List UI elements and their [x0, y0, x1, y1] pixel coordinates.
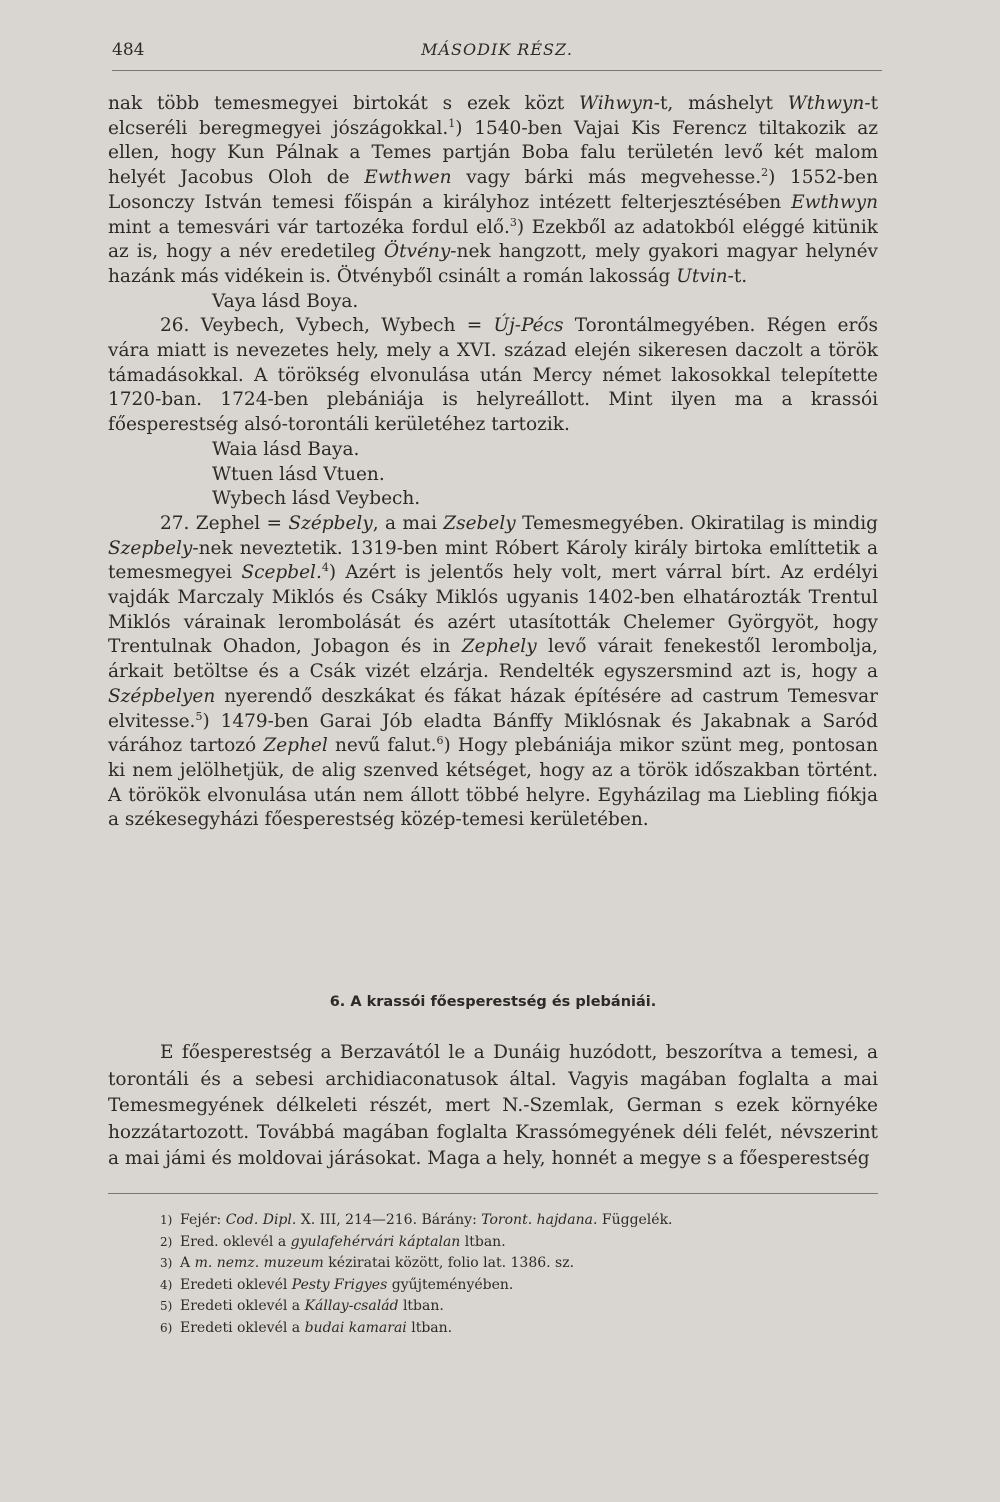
footnote-ref-2: 2 [761, 165, 769, 179]
page-number: 484 [112, 40, 145, 60]
running-head: MÁSODIK RÉSZ. [421, 40, 573, 59]
footnote: 2) Ered. oklevél a gyulafehérvári káptalan ltban. [160, 1233, 506, 1250]
footnote: 4) Eredeti oklevél Pesty Frigyes gyűjteményében. [160, 1276, 514, 1293]
entry-26: 26. Veybech, Vybech, Wybech = Új-Pécs Torontálmegyében. Régen erős vára miatt is nevezetes hely, mely a XVI. század elején sikeresen daczolt a török támadásokkal. A törökség elvonulása után Mercy német lakosokkal telepítette 1720-ban. 1724-ben plebániája is helyreállott. Mint ilyen ma a krassói főesperestség alsó-torontáli kerületéhez tartozik. [108, 315, 878, 436]
footnote-divider [108, 1193, 878, 1194]
footnote: 6) Eredeti oklevél a budai kamarai ltban. [160, 1319, 453, 1336]
cross-reference: Wybech lásd Veybech. [212, 488, 421, 510]
footnote: 3) A m. nemz. muzeum kéziratai között, folio lat. 1386. sz. [160, 1255, 575, 1271]
cross-reference: Wtuen lásd Vtuen. [212, 463, 385, 485]
footnote-ref-1: 1 [448, 116, 456, 130]
cross-reference: Waia lásd Baya. [212, 438, 360, 460]
page-header [112, 40, 882, 71]
paragraph-continuation: nak több temesmegyei birtokát s ezek közt Wihwyn-t, máshelyt Wthwyn-t elcseréli beregmegyei jószágokkal.$^1$) 1540-ben Vajai Kis Ferencz tiltakozik az ellen, hogy Kun Pálnak a Temes partján Boba falu területén levő két malom helyét Jacobus Oloh de Ewthwen vagy bárki más megvehesse.$^2$) 1552-ben Losonczy István temesi főispán a királyhoz intézett felterjesztésében Ewthwyn mint a temesvári vár tartozéka fordul elő.$^3$) Ezekből az adatokból eléggé kitünik az is, hogy a név eredetileg Ötvény-nek hangzott, mely gyakori magyar helynév hazánk más vidékein is. Ötvényből csinált a román lakosság Utvin-t. [108, 93, 879, 287]
main-text [108, 92, 878, 833]
entry-27: 27. Zephel = Szépbely, a mai Zsebely Temesmegyében. Okiratilag is mindig Szepbely-nek neveztetik. 1319-ben mint Róbert Károly király birtoka említtetik a temesmegyei Scepbel.$^4$) Azért is jelentős hely volt, mert várral bírt. Az erdélyi vajdák Marczaly Miklós és Csáky Miklós ugyanis 1402-ben elhatározták Trentul Miklós várainak lerombolását és azért utasították Chelemer Györgyöt, hogy Trentulnak Ohadon, Jobagon és in Zephely levő várait fenekestől lerombolja, árkait betöltse és a Csák vizét elzárja. Rendelték egyszersmind azt is, hogy a Szépbelyen nyerendő deszkákat és fákat házak építésére ad castrum Temesvar elvitesse.$^5$) 1479-ben Garai Jób eladta Bánffy Miklósnak és Jakabnak a Saród várához tartozó Zephel nevű falut.$^6$) Hogy plebániája mikor szünt meg, pontosan ki nem jelölhetjük, de alig szenved kétséget, hogy az a török időszakban történt. A törökök elvonulása után nem állott többé helyre. Egyházilag ma Liebling fiókja a székesegyházi főesperestség közép-temesi kerületében. [108, 512, 878, 831]
footnote-ref-4: 4 [321, 561, 329, 575]
footnote: 5) Eredeti oklevél a Kállay-család ltban. [160, 1298, 444, 1314]
footnote-ref-3: 3 [509, 215, 517, 229]
footnote-ref-5: 5 [195, 709, 203, 723]
footnotes [160, 1210, 880, 1339]
cross-reference: Vaya lásd Boya. [212, 290, 359, 312]
footnote: 1) Fejér: Cod. Dipl. X. III, 214—216. Bárány: Toront. hajdana. Függelék. [160, 1212, 673, 1228]
section-heading: 6. A krassói főesperestség és plebániái. [329, 994, 657, 1010]
section-paragraph: E főesperestség a Berzavától le a Dunáig huzódott, beszorítva a temesi, a torontáli és a sebesi archidiaconatusok által. Vagyis magában foglalta a mai Temesmegyének délkeleti részét, mert N.-Szemlak, German s ezek környéke hozzátartozott. Továbbá magában foglalta Krassómegyének déli felét, névszerint a mai jámi és moldovai járásokat. Maga a hely, honnét a megye s a főesperestség [108, 1042, 878, 1169]
section-body [108, 1040, 878, 1173]
footnote-ref-6: 6 [436, 734, 444, 748]
